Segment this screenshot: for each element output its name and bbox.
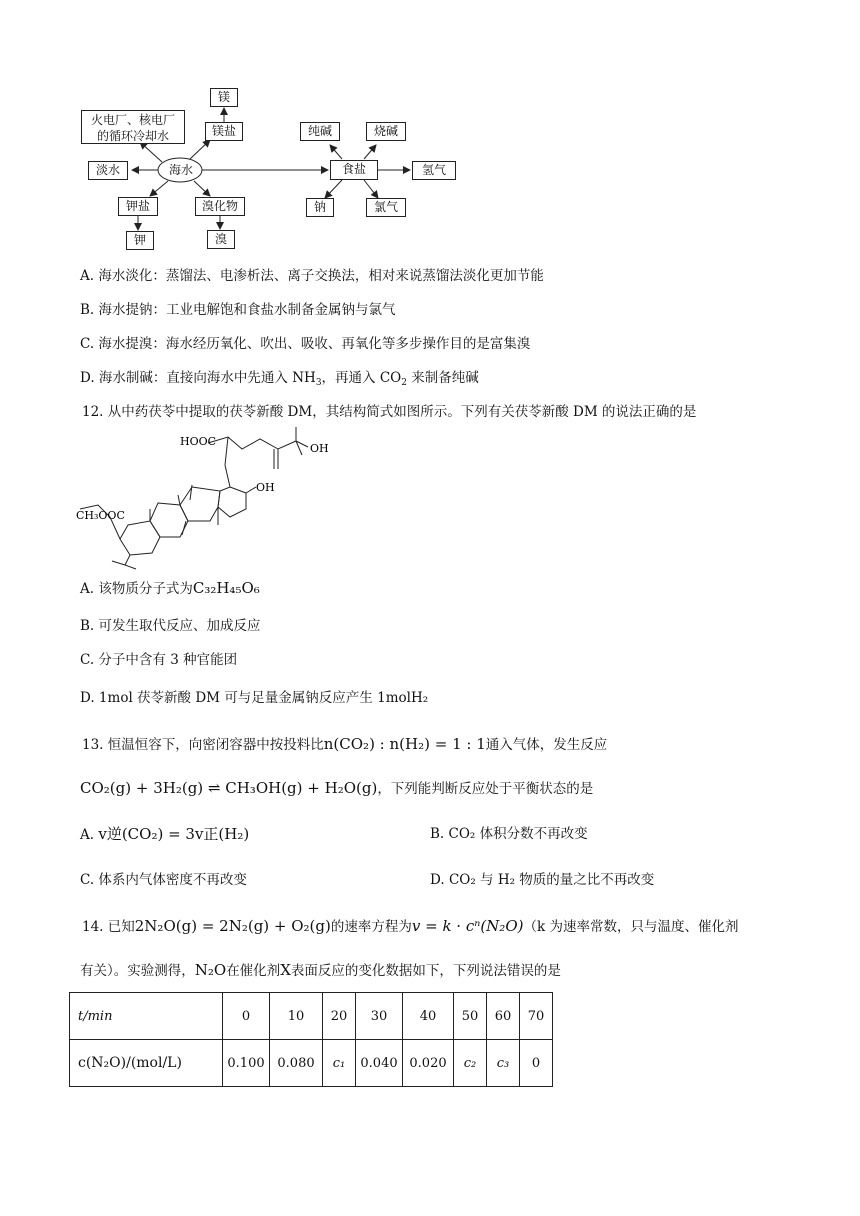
potassium-box: 钾 [126,231,154,250]
table-cell: c₃ [487,1040,520,1087]
table-cell: c₂ [454,1040,487,1087]
caustic-soda-box: 烧碱 [366,122,406,141]
cooling-water-line1: 火电厂、核电厂 [90,113,175,127]
table-cell: 0 [520,1040,553,1087]
q13-ratio: n(CO₂) : n(H₂) = 1 : 1 [323,735,486,753]
q11-option-d-part3: 来制备纯碱 [406,370,479,386]
q13-option-d-label: D. [430,872,445,888]
dm-structure-diagram [70,425,350,570]
table-cell: 0 [223,993,270,1040]
q12-option-d-text: D. 1mol 茯苓新酸 [80,690,192,706]
bromide-box: 溴化物 [195,197,245,216]
q11-option-c: C. 海水提溴：海水经历氧化、吹出、吸收、再氧化等多步操作目的是富集溴 [80,336,531,352]
q12-option-d [80,688,428,708]
q13-option-c: C. 体系内气体密度不再改变 [80,872,247,888]
q14-rate-equation: v = k · cⁿ(N₂O) [411,917,524,935]
q14-stem-part2: 的速率方程为 [330,919,412,935]
q11-option-d: D. 海水制碱：直接向海水中先通入 $NH_3$，再通入 $CO_2$ 来制备纯碱 [80,370,479,388]
q11-option-b: B. 海水提钠：工业电解饱和食盐水制备金属钠与氯气 [80,302,396,318]
q14-stem-part3: （k 为速率常数，只与温度、催化剂 [523,919,739,935]
magnesium-box: 镁 [210,88,238,107]
sodium-box: 钠 [306,198,334,217]
q13-stem-part1: 13. 恒温恒容下，向密闭容器中按投料比 [82,737,324,753]
seawater-label: 海水 [168,163,193,177]
table-cell: 10 [270,993,323,1040]
q13-option-d-text: CO₂ 与 H₂ 物质的量之比不再改变 [448,872,655,888]
q14-stem-line2 [80,960,561,981]
q12-option-b: B. 可发生取代反应、加成反应 [80,618,261,634]
potassium-salt-box: 钾盐 [118,197,158,216]
q13-option-a-label: A. [80,827,95,843]
table-cell: 30 [356,993,403,1040]
q12-option-a [80,578,260,599]
q14-stem-line1 [82,916,738,937]
q12-option-a-text: A. 该物质分子式为 [80,581,193,597]
table-cell: 0.020 [403,1040,454,1087]
soda-ash-box: 纯碱 [300,122,340,141]
q13-option-b [430,824,588,844]
table-cell: 0.080 [270,1040,323,1087]
q13-option-a-expr: v逆(CO₂) = 3v正(H₂) [98,825,250,843]
q12-option-c: C. 分子中含有 3 种官能团 [80,652,238,668]
table-cell: 0.040 [356,1040,403,1087]
q13-option-b-label: B. [430,826,445,842]
q14-stem-part6: 表面反应的变化数据如下，下列说法错误的是 [290,963,561,979]
q12-stem: 12. 从中药茯苓中提取的茯苓新酸 DM，其结构简式如图所示。下列有关茯苓新酸 DM 的说法正确的是 [82,404,697,420]
magnesium-salt-box: 镁盐 [205,122,243,141]
q13-stem-part3: ，下列能判断反应处于平衡状态的是 [377,781,594,797]
table-cell: 40 [403,993,454,1040]
cooling-water-box [81,110,185,144]
q12-option-a-formula: C₃₂H₄₅O₆ [192,579,260,597]
q14-catalyst: X [280,961,291,979]
table-cell: 50 [454,993,487,1040]
q11-option-d-part2: ，再通入 CO [321,370,402,386]
struct-oh2-label: OH [256,481,275,494]
q13-option-b-text: CO₂ 体积分数不再改变 [448,826,588,842]
hydrogen-box: 氢气 [412,161,456,180]
table-cell: 20 [323,993,356,1040]
q13-option-a [80,824,249,845]
table-header-time: t/min [70,993,223,1040]
q13-stem-line2 [80,778,593,799]
q12-option-d-end: 可与足量金属钠反应产生 [224,690,373,706]
q14-stem-part4: 有关）。实验测得， [80,963,195,979]
q11-option-d-part1: D. 海水制碱：直接向海水中先通入 NH [80,370,316,386]
fresh-water-box: 淡水 [88,161,128,180]
cooling-water-line2: 的循环冷却水 [96,129,169,143]
q13-stem-part2: 通入气体，发生反应 [485,737,608,753]
table-row [70,1040,553,1087]
struct-ester-label: CH₃OOC [76,509,125,522]
table-cell: 60 [487,993,520,1040]
table-cell: 70 [520,993,553,1040]
q12-option-d-dm: DM [195,690,221,706]
table-header-concentration: c(N₂O)/(mol/L) [70,1040,223,1087]
chlorine-box: 氯气 [366,198,406,217]
q13-option-d [430,870,654,890]
q11-option-a: A. 海水淡化：蒸馏法、电渗析法、离子交换法，相对来说蒸馏法淡化更加节能 [80,268,544,284]
q14-reaction: 2N₂O(g) = 2N₂(g) + O₂(g) [134,917,331,935]
q14-stem-part5: 在催化剂 [226,963,281,979]
bromine-box: 溴 [207,230,235,249]
q13-reaction: CO₂(g) + 3H₂(g) ⇌ CH₃OH(g) + H₂O(g) [80,779,378,797]
table-cell: c₁ [323,1040,356,1087]
table-cell: 0.100 [223,1040,270,1087]
struct-oh1-label: OH [310,442,329,455]
table-row [70,993,553,1040]
q14-data-table [69,992,553,1087]
q12-option-d-value: 1molH₂ [377,690,429,706]
q14-n2o: N₂O [194,961,227,979]
q14-stem-part1: 14. 已知 [82,919,135,935]
q13-stem-line1 [82,734,607,755]
struct-hooc-label: HOOC [180,435,217,448]
table-salt-box: 食盐 [330,160,378,180]
